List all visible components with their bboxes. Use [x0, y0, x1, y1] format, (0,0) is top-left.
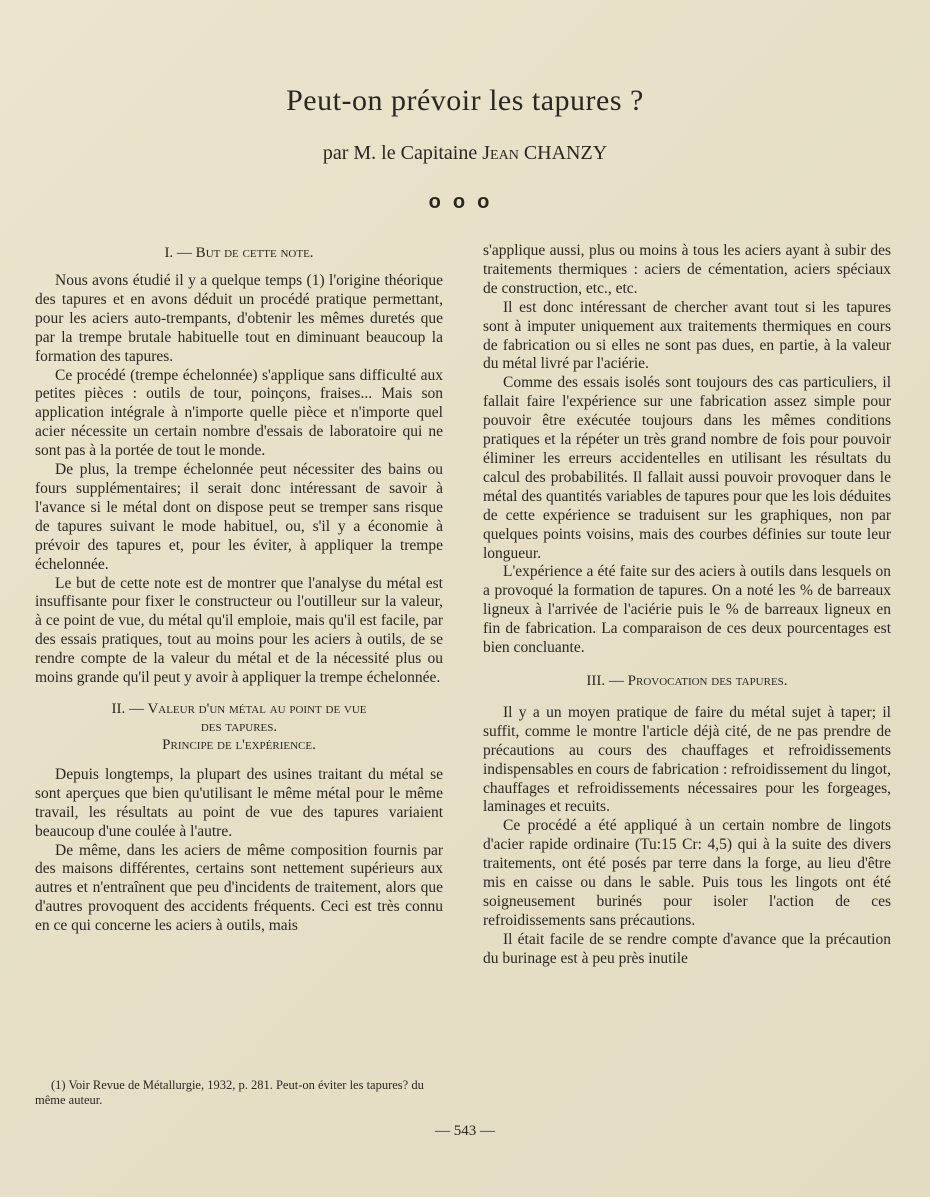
paragraph: Le but de cette note est de montrer que l'analyse du métal est insuffisante pour fixer le constructeur ou l'outilleur sur la valeur, à ce point de vue, du métal qu'il emploie, mais qu'il est facile, par des essais pratiques, tout au moins pour les aciers à outils, de se rendre compte de la valeur du métal et de la nécessité plus ou moins grande qu'il peut y avoir à appliquer la trempe échelonnée.: [35, 574, 443, 687]
section-heading-2: [35, 700, 443, 754]
author-first-name: Jean: [482, 142, 519, 164]
paragraph: Comme des essais isolés sont toujours des cas particuliers, il fallait faire l'expérience sur une fabrication assez simple pour pouvoir être exécutée toujours dans les mêmes conditions pratiques et la répéter un très grand nombre de fois pour pouvoir éliminer les erreurs accidentelles en utilisant les résultats du calcul des probabilités. Il fallait aussi pouvoir provoquer dans le métal des quantités variables de tapures pour que les lois déduites de cette expérience se traduisent sur les graphiques, non par quelques points voisins, mais des courbes définies sur toute leur longueur.: [483, 374, 891, 562]
paragraph: Il était facile de se rendre compte d'avance que la précaution du burinage est à peu près inutile: [483, 930, 891, 967]
paragraph: De même, dans les aciers de même composition fournis par des maisons différentes, certains sont nettement supérieurs aux autres et n'entraînent que peu d'incidents de traitement, alors que d'autres provoquent des accidents fréquents. Ceci est très connu en ce qui concerne les aciers à outils, mais: [35, 841, 443, 935]
section-heading-2-line2: des tapures.: [200, 718, 278, 735]
section-heading-2-line3: Principe de l'expérience.: [162, 736, 316, 753]
paragraph: s'applique aussi, plus ou moins à tous les aciers ayant à subir des traitements thermiques : aciers de cémentation, aciers spéciaux de construction, etc., etc.: [483, 242, 891, 297]
paragraph: Nous avons étudié il y a quelque temps (1) l'origine théorique des tapures et en avons déduit un procédé pratique permettant, pour les aciers auto-trempants, d'obtenir les mêmes duretés que par la trempe brutale habituelle tout en diminuant beaucoup la formation des tapures.: [35, 272, 443, 365]
paragraph: Ce procédé a été appliqué à un certain nombre de lingots d'acier rapide ordinaire (Tu:15 Cr: 4,5) qui à la suite des divers traitements, ont été posés par terre dans la forge, au lieu d'être mis en caisse ou dans le sable. Puis tous les lingots ont été soigneusement burinés pour isoler l'action de ces refroidissements sans précautions.: [483, 817, 891, 929]
paragraph: L'expérience a été faite sur des aciers à outils dans lesquels on a provoqué la formation de tapures. On a noté les % de barreaux ligneux à l'arrivée de l'aciérie puis le % de barreaux ligneux en fin de fabrication. La comparaison de ces deux pourcentages est bien concluante.: [483, 563, 891, 657]
footnote-mark: (1): [51, 1078, 66, 1092]
paragraph: Ce procédé (trempe échelonnée) s'applique sans difficulté aux petites pièces : outils de tour, poinçons, fraises... Mais son application intégrale à n'importe quelle pièce et n'importe quel acier nécessite un certain nombre d'essais de laboratoire qui ne sont pas à la portée de tout le monde.: [35, 366, 443, 460]
byline: [0, 142, 930, 165]
page-number: — 543 —: [435, 1123, 495, 1139]
footnote: [35, 1078, 443, 1108]
section-heading-3: III. — Provocation des tapures.: [586, 672, 788, 689]
paragraph: Il est donc intéressant de chercher avant tout si les tapures sont à imputer uniquement aux traitements thermiques en cours de fabrication ou si elles ne sont pas dues, en partie, à la valeur du métal livré par l'aciérie.: [483, 298, 891, 373]
ornament-circles: ooo: [428, 191, 502, 213]
article-title: Peut-on prévoir les tapures ?: [286, 84, 644, 117]
paragraph: Depuis longtemps, la plupart des usines traitant du métal se sont aperçues que bien qu'utilisant le même métal pour le même travail, les résultats au point de vue des tapures variaient beaucoup d'une coulée à l'autre.: [35, 765, 443, 840]
left-column: [35, 242, 443, 936]
paragraph: De plus, la trempe échelonnée peut nécessiter des bains ou fours supplémentaires; il serait donc intéressant de savoir à l'avance si le métal dont on dispose peut se tremper sans risque de tapures suivant le mode habituel, ou, s'il y a économie à prévoir des tapures et, pour les éviter, à appliquer la trempe échelonnée.: [35, 461, 443, 573]
footnote-text: Voir Revue de Métallurgie, 1932, p. 281. Peut-on éviter les tapures? du même auteur.: [35, 1078, 424, 1107]
author-last-name: CHANZY: [523, 142, 608, 164]
section-heading-1: I. — But de cette note.: [164, 245, 314, 261]
paragraph: Il y a un moyen pratique de faire du métal sujet à taper; il suffit, comme le montre l'article déjà cité, de ne pas prendre de précautions au cours des chauffages et refroidissements indispensables en cours de fabrication : refroidissement du lingot, chauffages et refroidissements nécessaires pour les forgeages, laminages et recuits.: [483, 703, 891, 816]
right-column: [483, 242, 891, 969]
byline-prefix: par M. le Capitaine: [322, 142, 478, 164]
section-heading-2-line1: II. — Valeur d'un métal au point de vue: [111, 700, 367, 717]
